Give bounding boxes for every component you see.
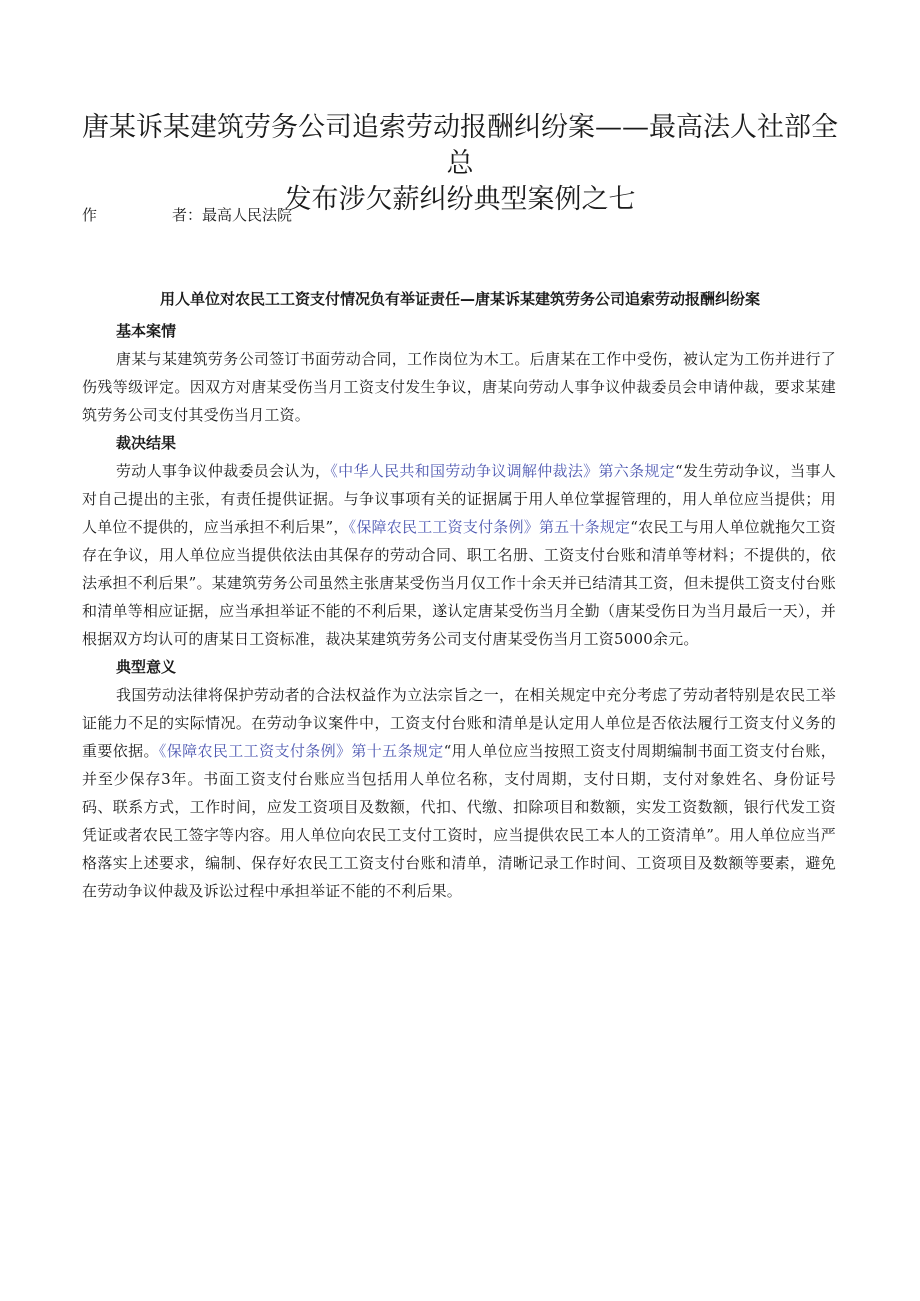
significance-text-1: 我国劳动法律将保护劳动者的合法权益作为立法宗旨之一，在相关规定中充分考虑了劳动者特别是农民工举证能力不足的实际情况。在劳动争议案件中，工资支付台账和清单是认定用人单位是否依法履行工资支付义务的重要依据。 xyxy=(82,686,836,760)
section-heading-ruling: 裁决结果 xyxy=(116,434,177,452)
author-label-a: 作 xyxy=(82,206,98,224)
author-line xyxy=(82,205,292,225)
case-subtitle: 用人单位对农民工工资支付情况负有举证责任—唐某诉某建筑劳务公司追索劳动报酬纠纷案 xyxy=(159,290,760,308)
document-title-line-1: 唐某诉某建筑劳务公司追索劳动报酬纠纷案——最高法人社部全总 xyxy=(82,112,838,179)
ruling-text-2: “发生劳动争议，当事人对自己提出的主张，有责任提供证据。与争议事项有关的证据属于用人单位掌握管理的，用人单位应当提供；用人单位不提供的，应当承担不利后果”， xyxy=(82,462,836,536)
document-title-line-2: 发布涉欠薪纠纷典型案例之七 xyxy=(284,184,636,215)
wage-payment-regulation-art50-link[interactable]: 《保障农民工工资支付条例》第五十条规定 xyxy=(348,518,631,536)
ruling-text-3: “农民工与用人单位就拖欠工资存在争议，用人单位应当提供依法由其保存的劳动合同、职工名册、工资支付台账和清单等材料；不提供的，依法承担不利后果”。某建筑劳务公司虽然主张唐某受伤当月仅工作十余天并已结清其工资，但未提供工资支付台账和清单等相应证据，应当承担举证不能的不利后果，遂认定唐某受伤当月全勤（唐某受伤日为当月最后一天），并根据双方均认可的唐某日工资标准，裁决某建筑劳务公司支付唐某受伤当月工资5000余元。 xyxy=(82,518,836,648)
section-heading-basic-facts: 基本案情 xyxy=(116,322,177,340)
basic-facts-paragraph: 唐某与某建筑劳务公司签订书面劳动合同，工作岗位为木工。后唐某在工作中受伤，被认定为工伤并进行了伤残等级评定。因双方对唐某受伤当月工资支付发生争议，唐某向劳动人事争议仲裁委员会申请仲裁，要求某建筑劳务公司支付其受伤当月工资。 xyxy=(82,350,836,424)
document-body xyxy=(82,317,836,905)
author-label-b: 者： xyxy=(172,206,203,224)
section-heading-significance: 典型意义 xyxy=(116,658,177,676)
document-title xyxy=(80,110,840,218)
significance-paragraph xyxy=(82,681,836,905)
ruling-paragraph xyxy=(82,457,836,653)
ruling-text-1: 劳动人事争议仲裁委员会认为， xyxy=(116,462,331,480)
author-value: 最高人民法院 xyxy=(202,206,293,224)
significance-text-2: “用人单位应当按照工资支付周期编制书面工资支付台账，并至少保存3年。书面工资支付台账应当包括用人单位名称，支付周期，支付日期，支付对象姓名、身份证号码、联系方式，工作时间，应发工资项目及数额，代扣、代缴、扣除项目和数额，实发工资数额，银行代发工资凭证或者农民工签字等内容。用人单位向农民工支付工资时，应当提供农民工本人的工资清单”。用人单位应当严格落实上述要求，编制、保存好农民工工资支付台账和清单，清晰记录工作时间、工资项目及数额等要素，避免在劳动争议仲裁及诉讼过程中承担举证不能的不利后果。 xyxy=(82,742,836,900)
labor-dispute-law-link[interactable]: 《中华人民共和国劳动争议调解仲裁法》第六条规定 xyxy=(330,462,676,480)
wage-payment-regulation-art15-link[interactable]: 《保障农民工工资支付条例》第十五条规定 xyxy=(158,742,444,760)
